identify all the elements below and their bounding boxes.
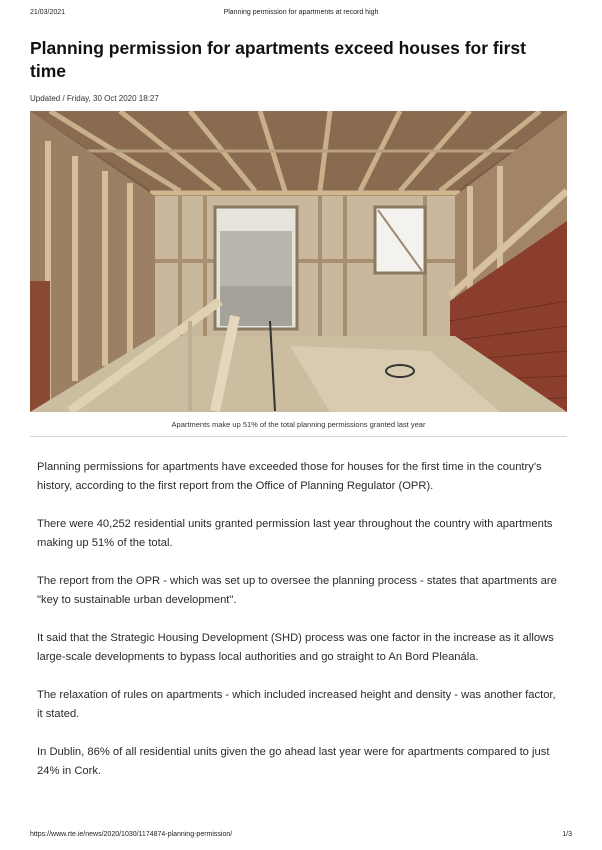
article-paragraph: The relaxation of rules on apartments - which included increased height and density - was another factor, it stated. [37, 689, 556, 720]
caption-divider [30, 436, 567, 437]
article-paragraph: There were 40,252 residential units granted permission last year throughout the country with apartments making up 51% of the total. [37, 518, 553, 549]
article-paragraph: In Dublin, 86% of all residential units given the go ahead last year were for apartments compared to just 24% in Cork. [37, 746, 550, 777]
print-page-number: 1/3 [562, 831, 572, 838]
article-paragraph: It said that the Strategic Housing Development (SHD) process was one factor in the increase as it allows large-scale developments to bypass local authorities and go straight to An Bord Pleanála. [37, 632, 554, 663]
print-url: https://www.rte.ie/news/2020/1030/1174874-planning-permission/ [30, 831, 233, 838]
print-header [30, 9, 572, 21]
article-paragraph: The report from the OPR - which was set up to oversee the planning process - states that apartments are "key to sustainable urban development". [37, 575, 557, 606]
image-caption: Apartments make up 51% of the total planning permissions granted last year [171, 420, 426, 429]
article-paragraph: Planning permissions for apartments have exceeded those for houses for the first time in the country's history, according to the first report from the Office of Planning Regulator (OPR). [37, 461, 542, 492]
print-page-title: Planning permission for apartments at record high [223, 9, 379, 16]
article-body [37, 458, 557, 800]
article-headline: Planning permission for apartments exceed houses for first time [30, 38, 526, 81]
article-updated-timestamp: Updated / Friday, 30 Oct 2020 18:27 [30, 94, 159, 103]
print-date: 21/03/2021 [30, 9, 66, 16]
article-photo [30, 111, 567, 412]
